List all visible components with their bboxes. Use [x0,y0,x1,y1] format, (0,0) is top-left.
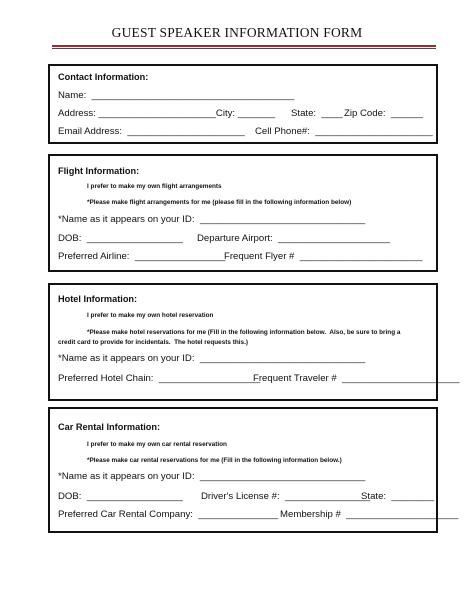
drivers-license-field[interactable]: Driver's License #: ________________ [201,491,371,502]
departure-airport-field[interactable]: Departure Airport: _____________________ [197,233,391,244]
car-option-own[interactable]: I prefer to make my own car rental reservation [87,441,227,448]
car-dob-field[interactable]: DOB: __________________ [58,491,183,502]
preferred-airline-field[interactable]: Preferred Airline: _________________ [58,251,226,262]
flight-dob-field[interactable]: DOB: __________________ [58,233,183,244]
hotel-name-id-field[interactable]: *Name as it appears on your ID: _______________________________ [58,353,366,364]
hotel-option-reserve-line2: credit card to provide for incidentals. The hotel requests this.) [58,339,248,346]
name-field[interactable]: Name: ______________________________________ [58,90,295,101]
contact-heading: Contact Information: [58,72,149,82]
hotel-information-section [48,283,460,401]
address-city-field[interactable]: Address: ______________________City: _______ [58,108,276,119]
state-field[interactable]: State: ____ [291,108,343,119]
contact-information-section [48,64,438,144]
flight-information-section [48,154,438,272]
license-state-field[interactable]: State: ________ [361,491,435,502]
title-rule-dark [52,48,436,49]
flight-heading: Flight Information: [58,166,140,176]
address-row [58,108,432,120]
hotel-option-own[interactable]: I prefer to make my own hotel reservation [87,312,214,319]
preferred-hotel-chain-field[interactable]: Preferred Hotel Chain: ___________________ [58,373,261,384]
frequent-flyer-field[interactable]: Frequent Flyer # _______________________ [224,251,423,262]
flight-airline-row [58,251,432,263]
preferred-car-rental-company-field[interactable]: Preferred Car Rental Company: _______________ [58,509,279,520]
flight-option-own[interactable]: I prefer to make my own flight arrangements [87,183,222,190]
flight-dob-row [58,233,432,245]
car-dob-row [58,491,435,503]
form-title: GUEST SPEAKER INFORMATION FORM [111,25,363,40]
car-rental-information-section [48,407,459,533]
hotel-heading: Hotel Information: [58,294,138,304]
hotel-chain-row [58,373,460,385]
frequent-traveler-field[interactable]: Frequent Traveler # ______________________ [253,373,460,384]
flight-option-arrange[interactable]: *Please make flight arrangements for me (please fill in the following information below) [87,199,352,206]
title-rule-red [52,45,436,47]
cell-phone-field[interactable]: Cell Phone#: ______________________ [255,126,433,137]
car-option-reserve[interactable]: *Please make car rental reservations for me (Fill in the following information below.) [87,457,342,464]
email-row [58,126,432,138]
hotel-option-reserve-line1[interactable]: *Please make hotel reservations for me (Fill in the following information below. Also, be sure to bring a [87,329,401,336]
email-address-field[interactable]: Email Address: ______________________ [58,126,245,137]
zip-code-field[interactable]: Zip Code: ______ [344,108,423,119]
flight-name-id-field[interactable]: *Name as it appears on your ID: _______________________________ [58,214,366,225]
membership-number-field[interactable]: Membership # _____________________ [280,509,459,520]
car-heading: Car Rental Information: [58,422,161,432]
car-name-id-field[interactable]: *Name as it appears on your ID: _______________________________ [58,471,366,482]
car-company-row [58,509,459,521]
